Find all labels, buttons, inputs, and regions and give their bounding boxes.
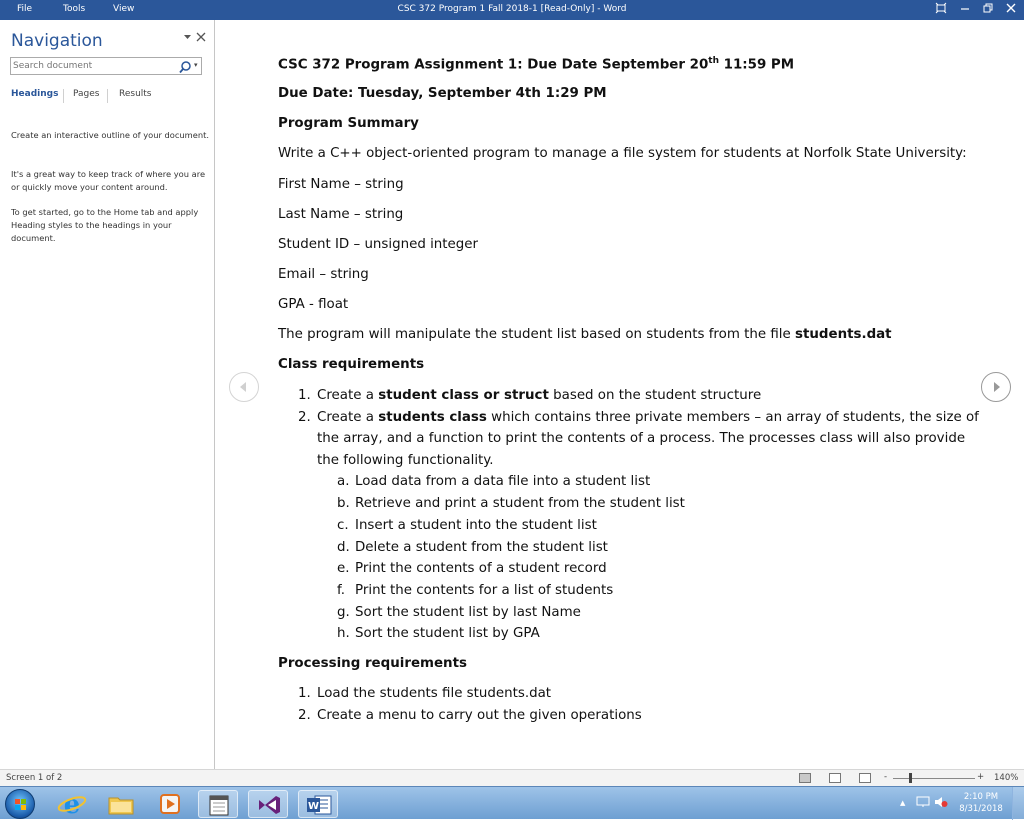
tab-divider bbox=[107, 89, 108, 103]
field-email: Email – string bbox=[278, 267, 369, 282]
media-player-icon[interactable] bbox=[150, 790, 190, 818]
class-item-1: 1. Create a student class or struct based on the student structure bbox=[298, 388, 762, 403]
zoom-slider-thumb[interactable] bbox=[909, 773, 912, 783]
nav-help-text-1: Create an interactive outline of your document. bbox=[11, 130, 209, 140]
word-app-icon[interactable] bbox=[298, 790, 338, 818]
processing-requirements-heading: Processing requirements bbox=[278, 656, 467, 671]
read-mode-view-icon[interactable] bbox=[799, 773, 811, 783]
nav-help-text-2: It's a great way to keep track of where you are or quickly move your content around. bbox=[11, 169, 206, 192]
search-icon[interactable] bbox=[177, 59, 193, 73]
svg-text:W: W bbox=[307, 801, 320, 812]
class-requirements-heading: Class requirements bbox=[278, 357, 425, 372]
tab-pages[interactable]: Pages bbox=[73, 89, 100, 99]
assignment-title: CSC 372 Program Assignment 1: Due Date September 20th 11:59 PM bbox=[278, 56, 795, 73]
menu-file[interactable]: File bbox=[17, 4, 33, 14]
tab-divider bbox=[63, 89, 64, 103]
window-title: CSC 372 Program 1 Fall 2018-1 [Read-Only] - Word bbox=[397, 4, 627, 14]
field-student-id: Student ID – unsigned integer bbox=[278, 237, 479, 252]
class-item-2: 2. Create a students class which contains three private members – an array of students, the size of bbox=[298, 410, 979, 425]
pane-options-icon[interactable] bbox=[183, 32, 192, 45]
sub-item-h: h. Sort the student list by GPA bbox=[337, 626, 540, 641]
taskbar bbox=[0, 786, 1024, 819]
search-document-box[interactable] bbox=[10, 57, 202, 75]
nav-pane-title: Navigation bbox=[11, 31, 103, 51]
summary-text: Write a C++ object-oriented program to manage a file system for students at Norfolk State University: bbox=[278, 146, 967, 161]
sub-item-a: a. Load data from a data file into a student list bbox=[337, 474, 651, 489]
class-item-2-continued: the following functionality. bbox=[317, 453, 494, 468]
nav-help-text-3: To get started, go to the Home tab and apply Heading styles to the headings in your document. bbox=[11, 207, 199, 243]
next-screen-button[interactable] bbox=[981, 372, 1011, 402]
visual-studio-icon[interactable] bbox=[248, 790, 288, 818]
read-mode-options-icon[interactable] bbox=[935, 2, 947, 18]
minimize-icon[interactable] bbox=[960, 2, 970, 18]
clock-time: 2:10 PM bbox=[963, 792, 999, 802]
clock[interactable] bbox=[954, 791, 1008, 815]
title-bar bbox=[0, 0, 1024, 20]
volume-muted-icon[interactable] bbox=[934, 796, 948, 812]
document-area[interactable] bbox=[216, 20, 1024, 769]
manipulate-text: The program will manipulate the student list based on students from the file students.dat bbox=[278, 327, 892, 342]
sub-item-b: b. Retrieve and print a student from the student list bbox=[337, 496, 685, 511]
clock-date: 8/31/2018 bbox=[959, 804, 1003, 814]
field-gpa: GPA - float bbox=[278, 297, 349, 312]
sub-item-g: g. Sort the student list by last Name bbox=[337, 605, 581, 620]
show-desktop-button[interactable] bbox=[1012, 787, 1024, 820]
web-layout-view-icon[interactable] bbox=[859, 773, 871, 783]
sub-item-d: d. Delete a student from the student list bbox=[337, 540, 608, 555]
zoom-in-button[interactable]: + bbox=[977, 772, 985, 782]
zoom-out-button[interactable]: - bbox=[884, 772, 888, 782]
restore-icon[interactable] bbox=[983, 2, 994, 18]
processing-item-2: 2. Create a menu to carry out the given operations bbox=[298, 708, 642, 723]
show-hidden-icons-chevron-icon[interactable]: ▲ bbox=[900, 799, 906, 807]
menu-view[interactable]: View bbox=[113, 4, 135, 14]
search-options-chevron-icon[interactable]: ▾ bbox=[194, 61, 198, 69]
tab-headings[interactable]: Headings bbox=[11, 89, 59, 99]
sub-item-e: e. Print the contents of a student record bbox=[337, 561, 607, 576]
menu-tools[interactable]: Tools bbox=[63, 4, 86, 14]
program-summary-heading: Program Summary bbox=[278, 116, 419, 131]
calendar-app-icon[interactable] bbox=[198, 790, 238, 818]
close-icon[interactable] bbox=[1006, 2, 1016, 18]
status-bar bbox=[0, 769, 1024, 786]
close-pane-icon[interactable] bbox=[196, 32, 206, 45]
sub-item-c: c. Insert a student into the student list bbox=[337, 518, 597, 533]
windows-logo-icon bbox=[6, 790, 36, 820]
network-icon[interactable] bbox=[916, 796, 930, 812]
previous-screen-button[interactable] bbox=[229, 372, 259, 402]
search-input[interactable] bbox=[13, 59, 173, 73]
print-layout-view-icon[interactable] bbox=[829, 773, 841, 783]
file-explorer-icon[interactable] bbox=[101, 790, 141, 818]
class-item-2-continued: the array, and a function to print the contents of a process. The processes class will also provide bbox=[317, 431, 966, 446]
svg-text:e: e bbox=[63, 790, 81, 818]
start-button[interactable] bbox=[5, 789, 35, 819]
field-last-name: Last Name – string bbox=[278, 207, 404, 222]
internet-explorer-icon[interactable] bbox=[52, 790, 92, 818]
processing-item-1: 1. Load the students file students.dat bbox=[298, 686, 552, 701]
screen-indicator: Screen 1 of 2 bbox=[6, 773, 63, 783]
tab-results[interactable]: Results bbox=[119, 89, 152, 99]
navigation-pane bbox=[0, 20, 215, 769]
zoom-level[interactable]: 140% bbox=[994, 773, 1019, 783]
due-date-line: Due Date: Tuesday, September 4th 1:29 PM bbox=[278, 86, 607, 101]
zoom-slider-track[interactable] bbox=[893, 778, 975, 779]
sub-item-f: f. Print the contents for a list of students bbox=[337, 583, 614, 598]
field-first-name: First Name – string bbox=[278, 177, 404, 192]
